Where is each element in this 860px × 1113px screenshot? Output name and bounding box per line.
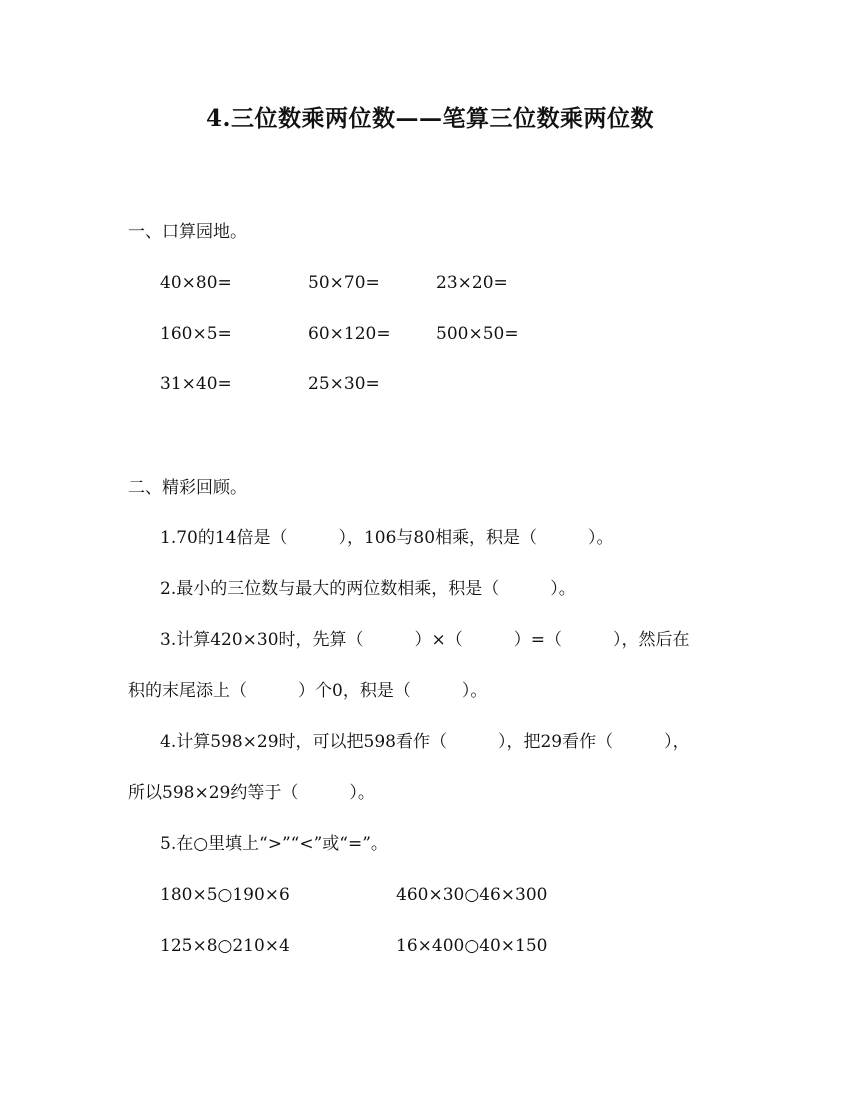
question-3-line-2: 积的末尾添上（ ）个0，积是（ ）。 [128,681,488,701]
question-3-line-1: 3.计算420×30时，先算（ ）×（ ）=（ ），然后在 [160,630,690,650]
oral-problem: 160×5= [160,324,232,344]
oral-problem: 23×20= [436,273,508,293]
oral-problem: 40×80= [160,273,232,293]
oral-problem: 50×70= [308,273,380,293]
oral-problem: 60×120= [308,324,391,344]
question-4-line-1: 4.计算598×29时，可以把598看作（ ），把29看作（ ）， [160,732,690,752]
compare-problem: 125×8○210×4 [160,936,290,956]
section-heading-review: 二、精彩回顾。 [128,478,247,498]
section-heading-oral-calc: 一、口算园地。 [128,222,247,242]
question-1: 1.70的14倍是（ ），106与80相乘，积是（ ）。 [160,528,614,548]
oral-problem: 500×50= [436,324,519,344]
question-2: 2.最小的三位数与最大的两位数相乘，积是（ ）。 [160,579,576,599]
compare-problem: 180×5○190×6 [160,885,290,905]
oral-problem: 25×30= [308,374,380,394]
oral-problem: 31×40= [160,374,232,394]
question-5: 5.在○里填上“>”“<”或“=”。 [160,834,388,854]
compare-problem: 460×30○46×300 [396,885,548,905]
page-title: 4.三位数乘两位数——笔算三位数乘两位数 [205,105,654,132]
question-4-line-2: 所以598×29约等于（ ）。 [128,783,375,803]
compare-problem: 16×400○40×150 [396,936,548,956]
